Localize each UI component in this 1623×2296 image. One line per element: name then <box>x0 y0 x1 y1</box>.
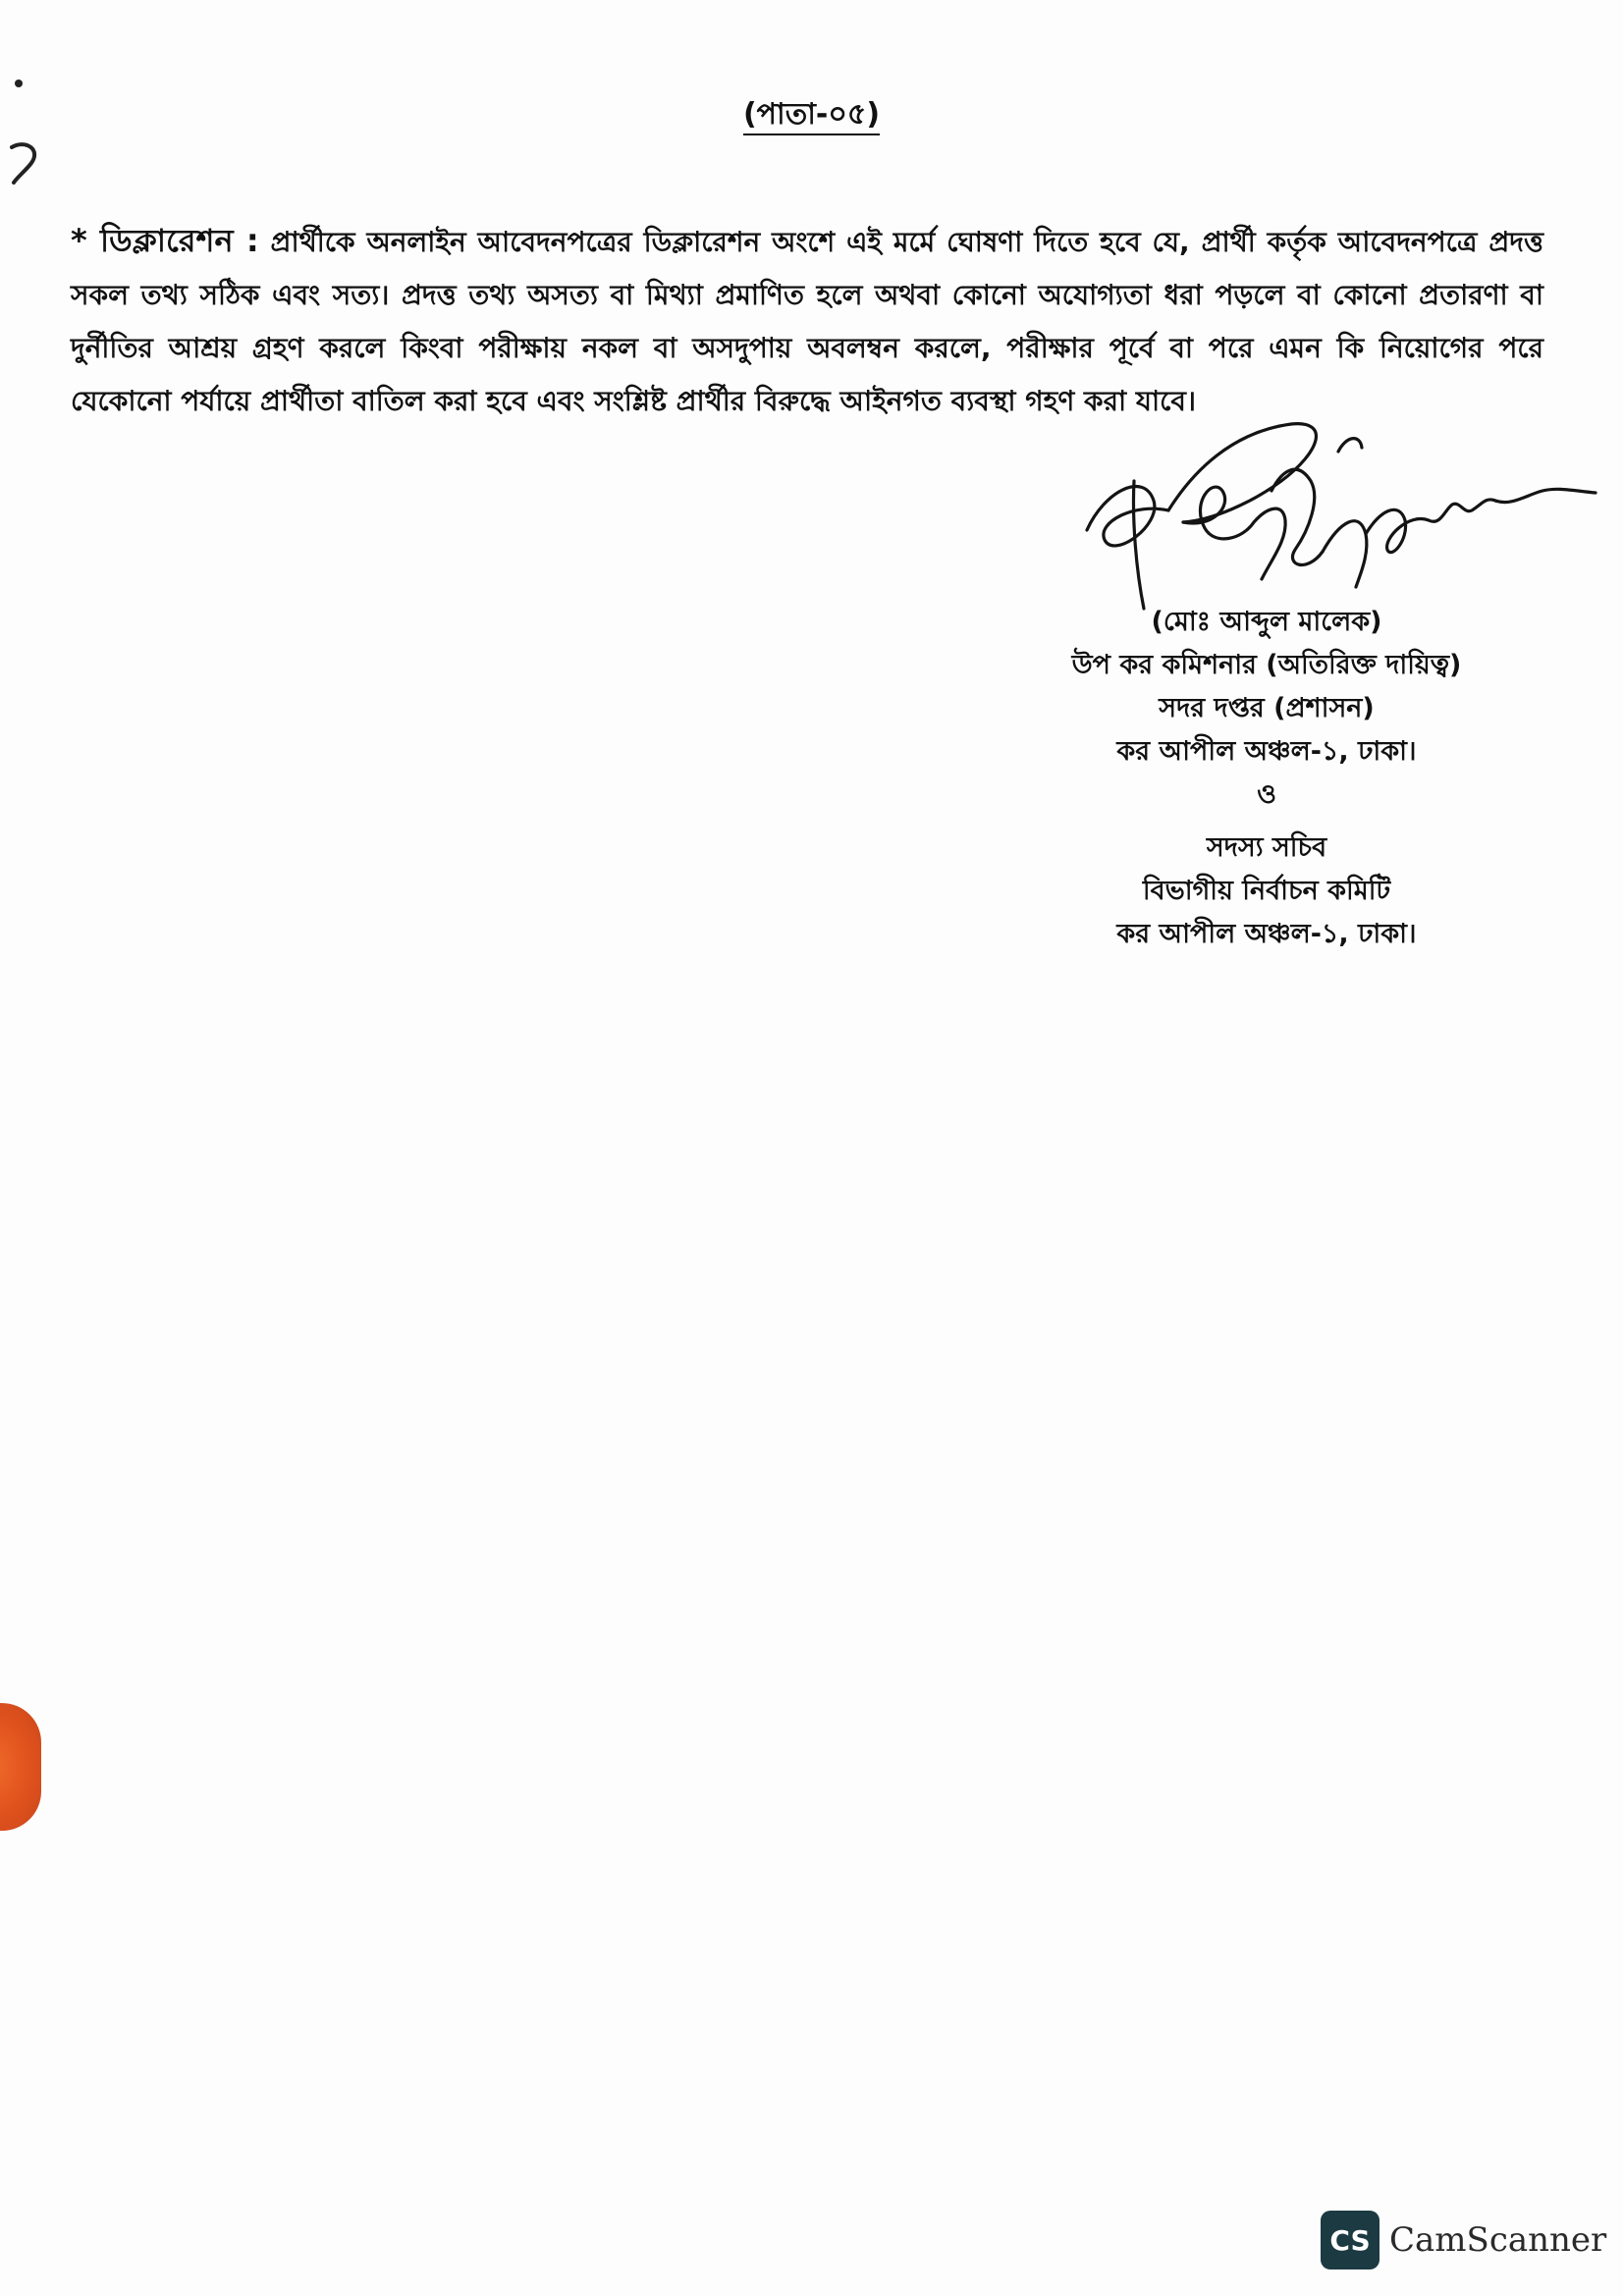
cs-badge-text: CS <box>1329 2224 1371 2257</box>
signature-icon <box>1075 412 1605 618</box>
signatory-conjunction: ও <box>1257 779 1276 810</box>
signatory-office: সদর দপ্তর (প্রশাসন) <box>1159 693 1375 723</box>
signatory-committee: বিভাগীয় নির্বাচন কমিটি <box>1142 876 1391 906</box>
page-number-text: (পাতা-০৫) <box>743 97 880 135</box>
cs-badge-graphic <box>1321 2211 1380 2269</box>
signatory-name: (মোঃ আব্দুল মালেক) <box>1151 607 1382 637</box>
declaration-paragraph <box>71 214 1543 428</box>
camscanner-logo-icon <box>1321 2211 1380 2269</box>
camscanner-watermark <box>1321 2211 1606 2269</box>
signatory-zone: কর আপীল অঞ্চল-১, ঢাকা। <box>1116 736 1417 767</box>
finger-edge <box>0 1703 41 1831</box>
signatory-role: সদস্য সচিব <box>1206 832 1327 863</box>
declaration-body: প্রার্থীকে অনলাইন আবেদনপত্রের ডিক্লারেশন অংশে এই মর্মে ঘোষণা দিতে হবে যে, প্রার্থী কর্তৃক আবেদনপত্রে প্রদত্ত সকল তথ্য সঠিক এবং সত্য। প্রদত্ত তথ্য অসত্য বা মিথ্যা প্রমাণিত হলে অথবা কোনো অযোগ্যতা ধরা পড়লে বা কোনো প্রতারণা বা দুর্নীতির আশ্রয় গ্রহণ করলে কিংবা পরীক্ষায় নকল বা অসদুপায় অবলম্বন করলে, পরীক্ষার পূর্বে বা পরে এমন কি নিয়োগের পরে যেকোনো পর্যায়ে প্রার্থীতা বাতিল করা হবে এবং সংশ্লিষ্ট প্রার্থীর বিরুদ্ধে আইনগত ব্যবস্থা গহণ করা যাবে। <box>71 226 1543 417</box>
declaration-heading: * ডিক্লারেশন : <box>71 222 259 259</box>
signatory-block <box>1001 601 1532 956</box>
scan-dot-mark <box>12 77 26 90</box>
page-number <box>0 90 1623 140</box>
camscanner-name: CamScanner <box>1389 2220 1607 2260</box>
signatory-zone-2: কর আপীল অঞ্চল-১, ঢাকা। <box>1116 919 1417 949</box>
scan-curl-mark <box>8 137 41 187</box>
signatory-designation: উপ কর কমিশনার (অতিরিক্ত দায়িত্ব) <box>1071 650 1462 680</box>
spacer <box>1001 817 1532 827</box>
